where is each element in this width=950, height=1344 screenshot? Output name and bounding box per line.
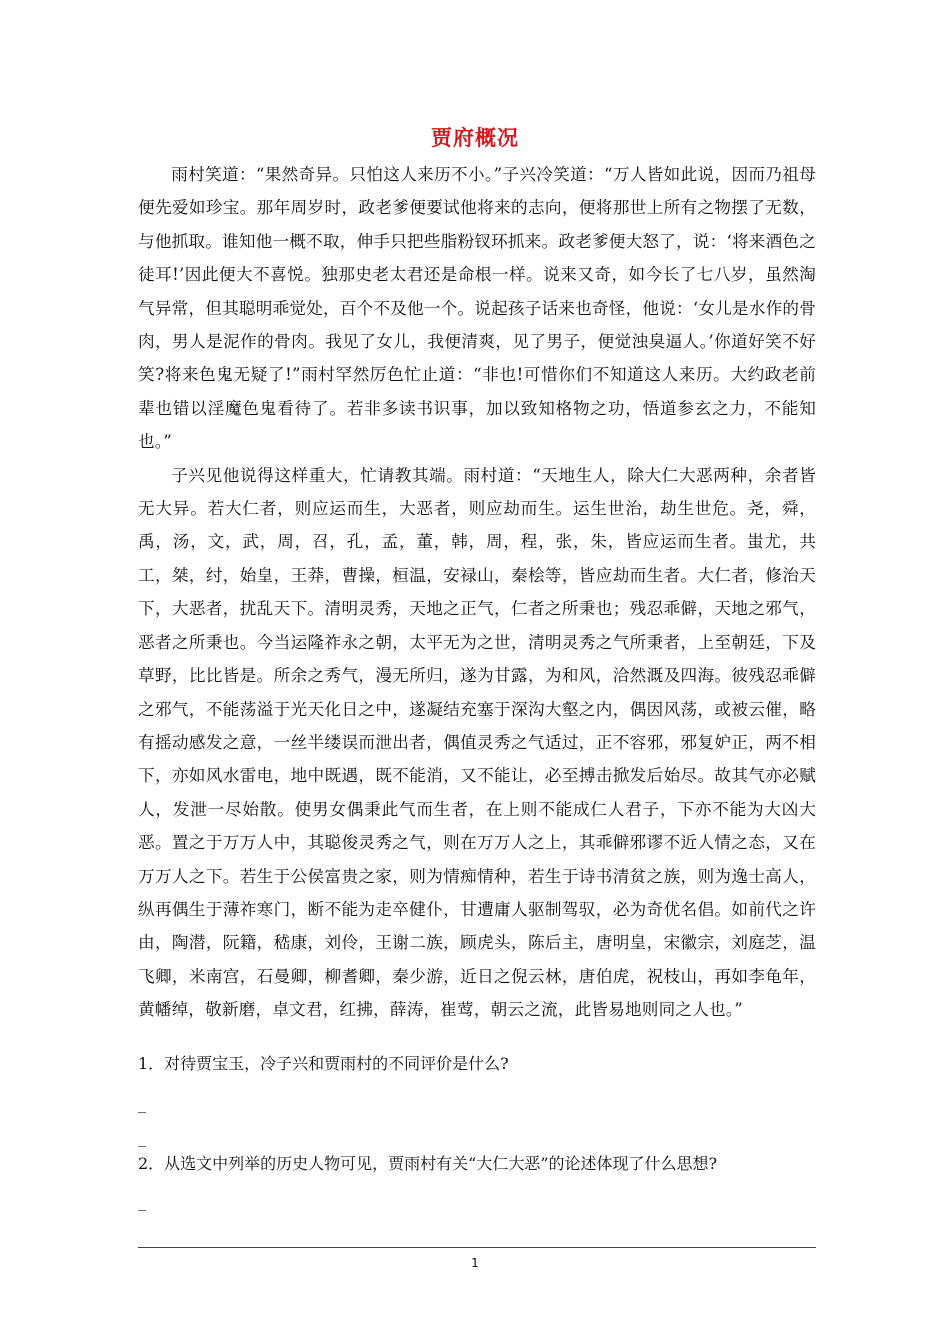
answer-blank: _ [138,1192,146,1211]
passage-paragraph-2: 子兴见他说得这样重大，忙请教其端。雨村道：“天地生人，除大仁大恶两种，余者皆无大异。若大仁者，则应运而生，大恶者，则应劫而生。运生世治，劫生世危。尧，舜，禹，汤，文，武，周，召，孔，孟，董，韩，周，程，张，朱，皆应运而生者。蚩尤，共工，桀，纣，始皇，王莽，曹操，桓温，安禄山，秦桧等，皆应劫而生者。大仁者，修治天下，大恶者，扰乱天下。清明灵秀，天地之正气，仁者之所秉也；残忍乖僻，天地之邪气，恶者之所秉也。今当运隆祚永之朝，太平无为之世，清明灵秀之气所秉者，上至朝廷，下及草野，比比皆是。所余之秀气，漫无所归，遂为甘露，为和风，洽然溉及四海。彼残忍乖僻之邪气，不能荡溢于光天化日之中，遂凝结充塞于深沟大壑之内，偶因风荡，或被云催，略有摇动感发之意，一丝半缕误而泄出者，偶值灵秀之气适过，正不容邪，邪复妒正，两不相下，亦如风水雷电，地中既遇，既不能消，又不能让，必至搏击掀发后始尽。故其气亦必赋人，发泄一尽始散。使男女偶秉此气而生者，在上则不能成仁人君子，下亦不能为大凶大恶。置之于万万人中，其聪俊灵秀之气，则在万万人之上，其乖僻邪谬不近人情之态，又在万万人之下。若生于公侯富贵之家，则为情痴情种，若生于诗书清贫之族，则为逸士高人，纵再偶生于薄祚寒门，断不能为走卒健仆，甘遭庸人驱制驾驭，必为奇优名倡。如前代之许由，陶潜，阮籍，嵇康，刘伶，王谢二族，顾虎头，陈后主，唐明皇，宋徽宗，刘庭芝，温飞卿，米南宫，石曼卿，柳耆卿，秦少游，近日之倪云林，唐伯虎，祝枝山，再如李龟年，黄幡绰，敬新磨，卓文君，红拂，薛涛，崔莺，朝云之流，此皆易地则同之人也。” [138,465,816,1020]
question-2: 2．从选文中列举的历史人物可见，贾雨村有关“大仁大恶”的论述体现了什么思想? [138,1154,718,1173]
document-title: 贾府概况 [431,125,519,150]
passage [138,158,816,1027]
question-1: 1．对待贾宝玉，冷子兴和贾雨村的不同评价是什么? [138,1054,509,1073]
page-number: 1 [471,1256,479,1270]
answer-blank: _ [138,1094,146,1113]
passage-paragraph-1: 雨村笑道：“果然奇异。只怕这人来历不小。”子兴冷笑道：“万人皆如此说，因而乃祖母便先爱如珍宝。那年周岁时，政老爹便要试他将来的志向，便将那世上所有之物摆了无数，与他抓取。谁知他一概不取，伸手只把些脂粉钗环抓来。政老爹便大怒了，说：‘将来酒色之徒耳!’因此便大不喜悦。独那史老太君还是命根一样。说来又奇，如今长了七八岁，虽然淘气异常，但其聪明乖觉处，百个不及他一个。说起孩子话来也奇怪，他说：‘女儿是水作的骨肉，男人是泥作的骨肉。我见了女儿，我便清爽，见了男子，便觉浊臭逼人。’你道好笑不好笑?将来色鬼无疑了!”雨村罕然厉色忙止道：“非也!可惜你们不知道这人来历。大约政老前辈也错以淫魔色鬼看待了。若非多读书识事，加以致知格物之功，悟道参玄之力，不能知也。” [138,165,816,452]
answer-blank: _ [138,1128,146,1147]
footer-divider [138,1247,816,1248]
